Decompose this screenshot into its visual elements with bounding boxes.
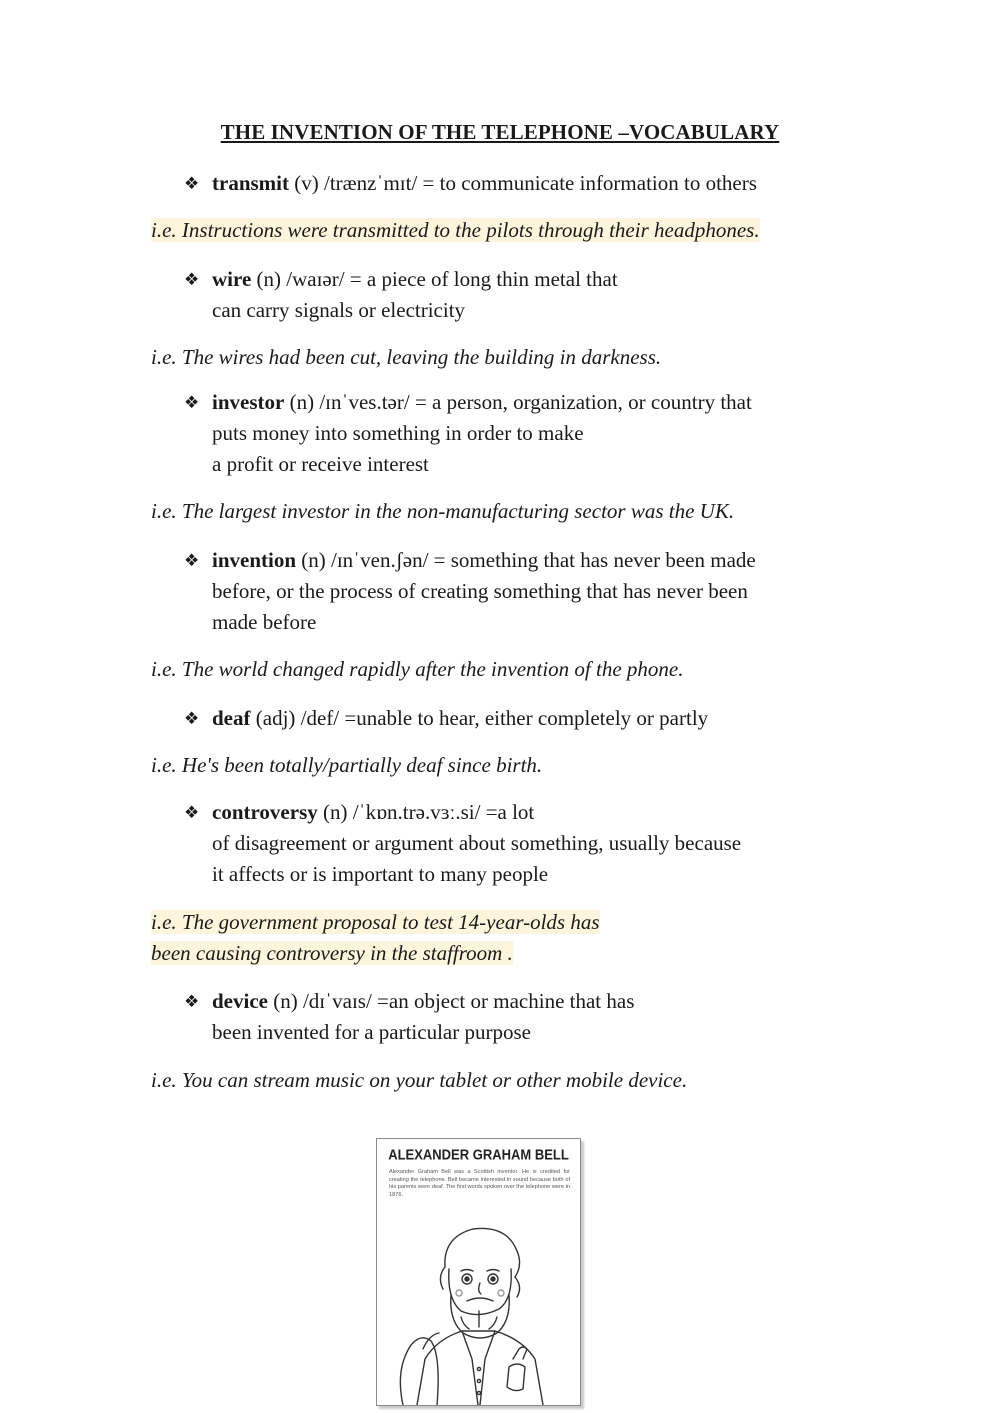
definition-continuation: a profit or receive interest <box>212 452 429 476</box>
diamond-bullet-icon: ❖ <box>184 270 200 289</box>
definition-continuation: made before <box>212 610 317 634</box>
page-title: THE INVENTION OF THE TELEPHONE –VOCABULARY <box>220 120 780 144</box>
vocab-word: device <box>212 989 268 1013</box>
vocab-definition: (n) /waɪər/ = a piece of long thin metal that <box>251 267 618 291</box>
definition-continuation: can carry signals or electricity <box>212 298 466 322</box>
vocab-word: investor <box>212 390 285 414</box>
example-sentence: i.e. The world changed rapidly after the invention of the phone. <box>151 657 684 681</box>
example-sentence <box>151 907 600 938</box>
example-sentence: i.e. He's been totally/partially deaf since birth. <box>151 753 543 777</box>
example-sentence: i.e. The wires had been cut, leaving the building in darkness. <box>151 345 662 369</box>
diamond-bullet-icon: ❖ <box>184 803 200 822</box>
definition-continuation: of disagreement or argument about something, usually because <box>212 831 742 855</box>
diamond-bullet-icon: ❖ <box>184 174 200 193</box>
example-sentence <box>151 215 760 246</box>
vocab-definition: (n) /ɪnˈven.ʃən/ = something that has never been made <box>296 548 756 572</box>
definition-continuation: before, or the process of creating something that has never been <box>212 579 748 603</box>
diamond-bullet-icon: ❖ <box>184 992 200 1011</box>
example-sentence <box>151 938 513 969</box>
vocab-definition: (n) /dɪˈvaɪs/ =an object or machine that has <box>267 989 635 1013</box>
vocab-word: wire <box>212 267 252 291</box>
vocab-definition: (n) /ˈkɒn.trə.vɜː.si/ =a lot <box>317 800 535 824</box>
highlighted-example-line: i.e. Instructions were transmitted to the pilots through their headphones. <box>151 218 760 242</box>
vocab-definition: (v) /trænzˈmɪt/ = to communicate information to others <box>289 171 757 195</box>
vocab-word: deaf <box>212 706 251 730</box>
poster-title: ALEXANDER GRAHAM BELL <box>388 1145 569 1164</box>
definition-continuation: been invented for a particular purpose <box>212 1020 531 1044</box>
vocab-word: controversy <box>212 800 318 824</box>
vocab-word: invention <box>212 548 297 572</box>
example-sentence: i.e. You can stream music on your tablet or other mobile device. <box>151 1068 688 1092</box>
highlighted-example-line: been causing controversy in the staffroom . <box>151 941 513 965</box>
vocab-definition: (adj) /def/ =unable to hear, either completely or partly <box>250 706 709 730</box>
highlighted-example-line: i.e. The government proposal to test 14-year-olds has <box>151 910 600 934</box>
diamond-bullet-icon: ❖ <box>184 709 200 728</box>
diamond-bullet-icon: ❖ <box>184 393 200 412</box>
definition-continuation: it affects or is important to many people <box>212 862 549 886</box>
vocab-word: transmit <box>212 171 289 195</box>
bell-coloring-poster <box>376 1138 581 1406</box>
bell-portrait-illustration <box>377 1199 580 1405</box>
diamond-bullet-icon: ❖ <box>184 551 200 570</box>
vocab-definition: (n) /ɪnˈves.tər/ = a person, organization, or country that <box>284 390 752 414</box>
poster-text: Alexander Graham Bell was a Scottish inventor. He is credited for creating the telephone. Bell became interested in sound because both of his parents were deaf. The first words spoken over the telephone were in 1876. <box>389 1169 570 1198</box>
definition-continuation: puts money into something in order to make <box>212 421 584 445</box>
example-sentence: i.e. The largest investor in the non-manufacturing sector was the UK. <box>151 499 735 523</box>
